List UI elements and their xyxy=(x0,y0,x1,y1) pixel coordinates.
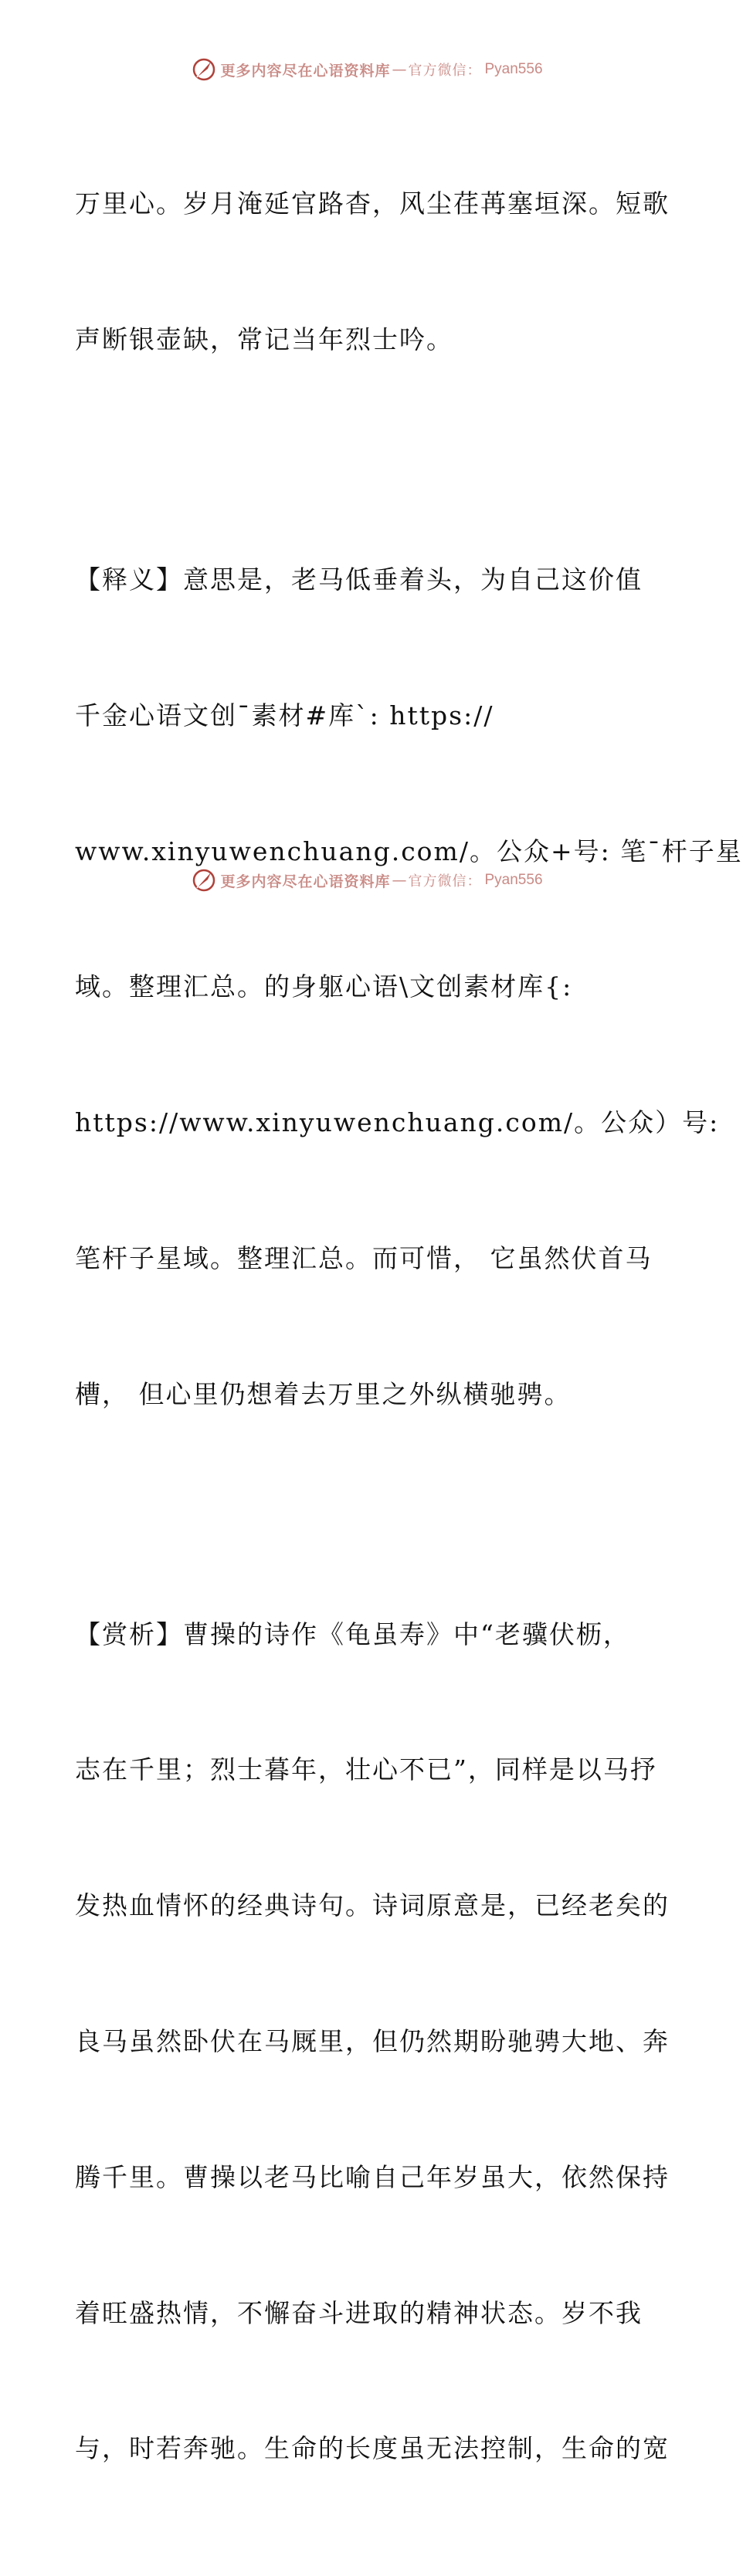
text-line: 志在千里；烈士暮年，壮心不已”，同样是以马抒 xyxy=(75,1754,657,1785)
text-line: 千金心语文创¯素材#库`: https:// xyxy=(75,700,494,730)
watermark-dash: — xyxy=(392,61,407,78)
watermark-dash: — xyxy=(392,872,407,889)
watermark-text: 更多内容尽在心语资料库 xyxy=(220,62,391,80)
paragraph-appreciation xyxy=(75,1521,670,2562)
paragraph-poem-end xyxy=(75,91,670,453)
text-line: 笔杆子星域。整理汇总。而可惜， 它虽然伏首马 xyxy=(75,1242,653,1273)
text-line: 槽， 但心里仍想着去万里之外纵横驰骋。 xyxy=(75,1378,572,1409)
text-line: www.xinyuwenchuang.com/。公众+号: 笔¯杆子星 xyxy=(75,836,743,866)
text-line: 域。整理汇总。的身躯心语\文创素材库{: xyxy=(75,971,573,1002)
text-line: 良马虽然卧伏在马厩里，但仍然期盼驰骋大地、奔 xyxy=(75,2025,670,2056)
watermark-wechat-id: Pyan556 xyxy=(484,872,543,888)
watermark-wechat-id: Pyan556 xyxy=(484,61,543,77)
document-body xyxy=(75,91,743,2576)
text-line: 发热血情怀的经典诗句。诗词原意是，已经老矣的 xyxy=(75,1890,670,1921)
paragraph-explanation xyxy=(75,467,743,1508)
text-line: 着旺盛热情，不懈奋斗进取的精神状态。岁不我 xyxy=(75,2297,643,2328)
text-line: 与，时若奔驰。生命的长度虽无法控制，生命的宽 xyxy=(75,2433,670,2464)
footer-watermark xyxy=(0,866,734,894)
text-line: 万里心。岁月淹延官路杳，风尘荏苒塞垣深。短歌 xyxy=(75,188,670,219)
header-watermark xyxy=(0,56,734,83)
quill-logo-icon xyxy=(191,56,217,83)
watermark-wechat-label: 官方微信： xyxy=(408,873,482,890)
text-line: 声断银壶缺，常记当年烈士吟。 xyxy=(75,324,453,354)
text-line: 【释义】意思是，老马低垂着头，为自己这价值 xyxy=(75,564,643,595)
watermark-wechat-label: 官方微信： xyxy=(408,63,482,79)
text-line: 【赏析】曹操的诗作《龟虽寿》中“老骥伏枥， xyxy=(75,1618,630,1649)
text-line: https://www.xinyuwenchuang.com/。公众）号: xyxy=(75,1107,720,1138)
text-line: 腾千里。曹操以老马比喻自己年岁虽大，依然保持 xyxy=(75,2161,670,2192)
watermark-text: 更多内容尽在心语资料库 xyxy=(220,873,391,890)
quill-logo-icon xyxy=(191,867,217,893)
